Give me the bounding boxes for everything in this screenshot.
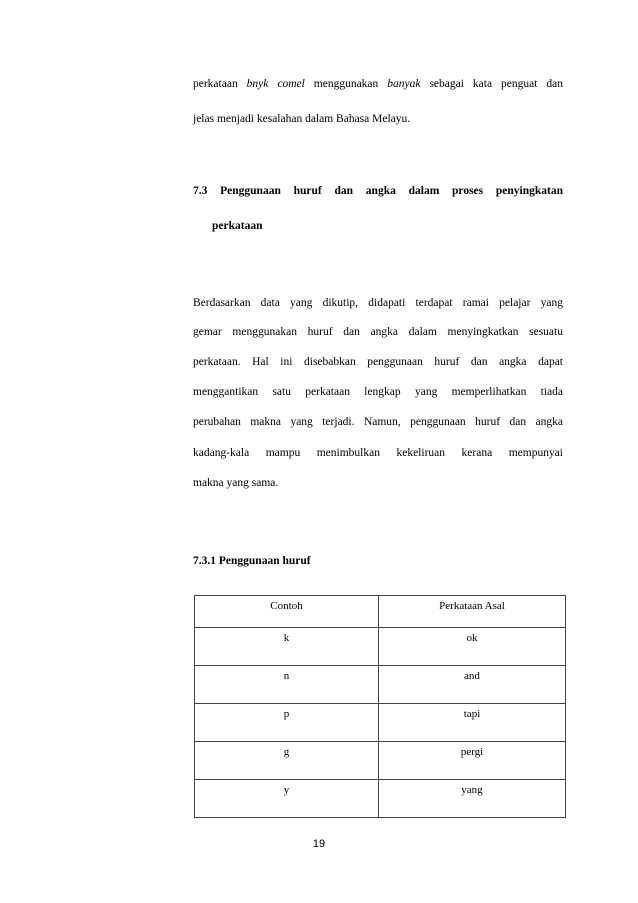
- table-cell-contoh: y: [195, 780, 379, 818]
- paragraph-line: gemar menggunakan huruf dan angka dalam menyingkatkan sesuatu: [193, 326, 563, 338]
- table-cell-contoh: n: [195, 666, 379, 704]
- paragraph-line: perubahan makna yang terjadi. Namun, penggunaan huruf dan angka: [193, 416, 563, 428]
- table-cell-perkataan-asal: yang: [379, 780, 566, 818]
- intro-text: menggunakan: [313, 78, 379, 90]
- table-cell-perkataan-asal: tapi: [379, 704, 566, 742]
- table-cell-contoh: p: [195, 704, 379, 742]
- table-header-row: [195, 596, 566, 628]
- table-row: [195, 628, 566, 666]
- intro-text: perkataan: [193, 78, 238, 90]
- table-header-perkataan-asal: Perkataan Asal: [379, 596, 566, 628]
- paragraph-line: menggantikan satu perkataan lengkap yang memperlihatkan tiada: [193, 386, 563, 398]
- table-header-contoh: Contoh: [195, 596, 379, 628]
- intro-italic-example: banyak: [387, 78, 421, 90]
- table-cell-perkataan-asal: ok: [379, 628, 566, 666]
- intro-line-2: jelas menjadi kesalahan dalam Bahasa Melayu.: [193, 113, 411, 125]
- table-cell-perkataan-asal: and: [379, 666, 566, 704]
- paragraph-line: perkataan. Hal ini disebabkan penggunaan huruf dan angka dapat: [193, 356, 563, 368]
- table-row: [195, 742, 566, 780]
- table-cell-contoh: g: [195, 742, 379, 780]
- table-row: [195, 780, 566, 818]
- section-heading-7-3-1: 7.3.1 Penggunaan huruf: [193, 555, 311, 567]
- paragraph-line: kadang-kala mampu menimbulkan kekeliruan kerana mempunyai: [193, 447, 563, 459]
- huruf-table: [194, 595, 566, 818]
- table-row: [195, 704, 566, 742]
- section-heading-7-3: 7.3 Penggunaan huruf dan angka dalam proses penyingkatan: [193, 185, 563, 197]
- paragraph-line: makna yang sama.: [193, 477, 279, 489]
- section-heading-7-3-cont: perkataan: [212, 220, 263, 232]
- intro-line-1: [193, 78, 563, 90]
- intro-text: sebagai kata penguat dan: [429, 78, 563, 90]
- table-cell-perkataan-asal: pergi: [379, 742, 566, 780]
- intro-italic-example: bnyk comel: [246, 78, 305, 90]
- paragraph-line: Berdasarkan data yang dikutip, didapati terdapat ramai pelajar yang: [193, 297, 563, 309]
- table-row: [195, 666, 566, 704]
- table-cell-contoh: k: [195, 628, 379, 666]
- page-number: 19: [312, 838, 326, 850]
